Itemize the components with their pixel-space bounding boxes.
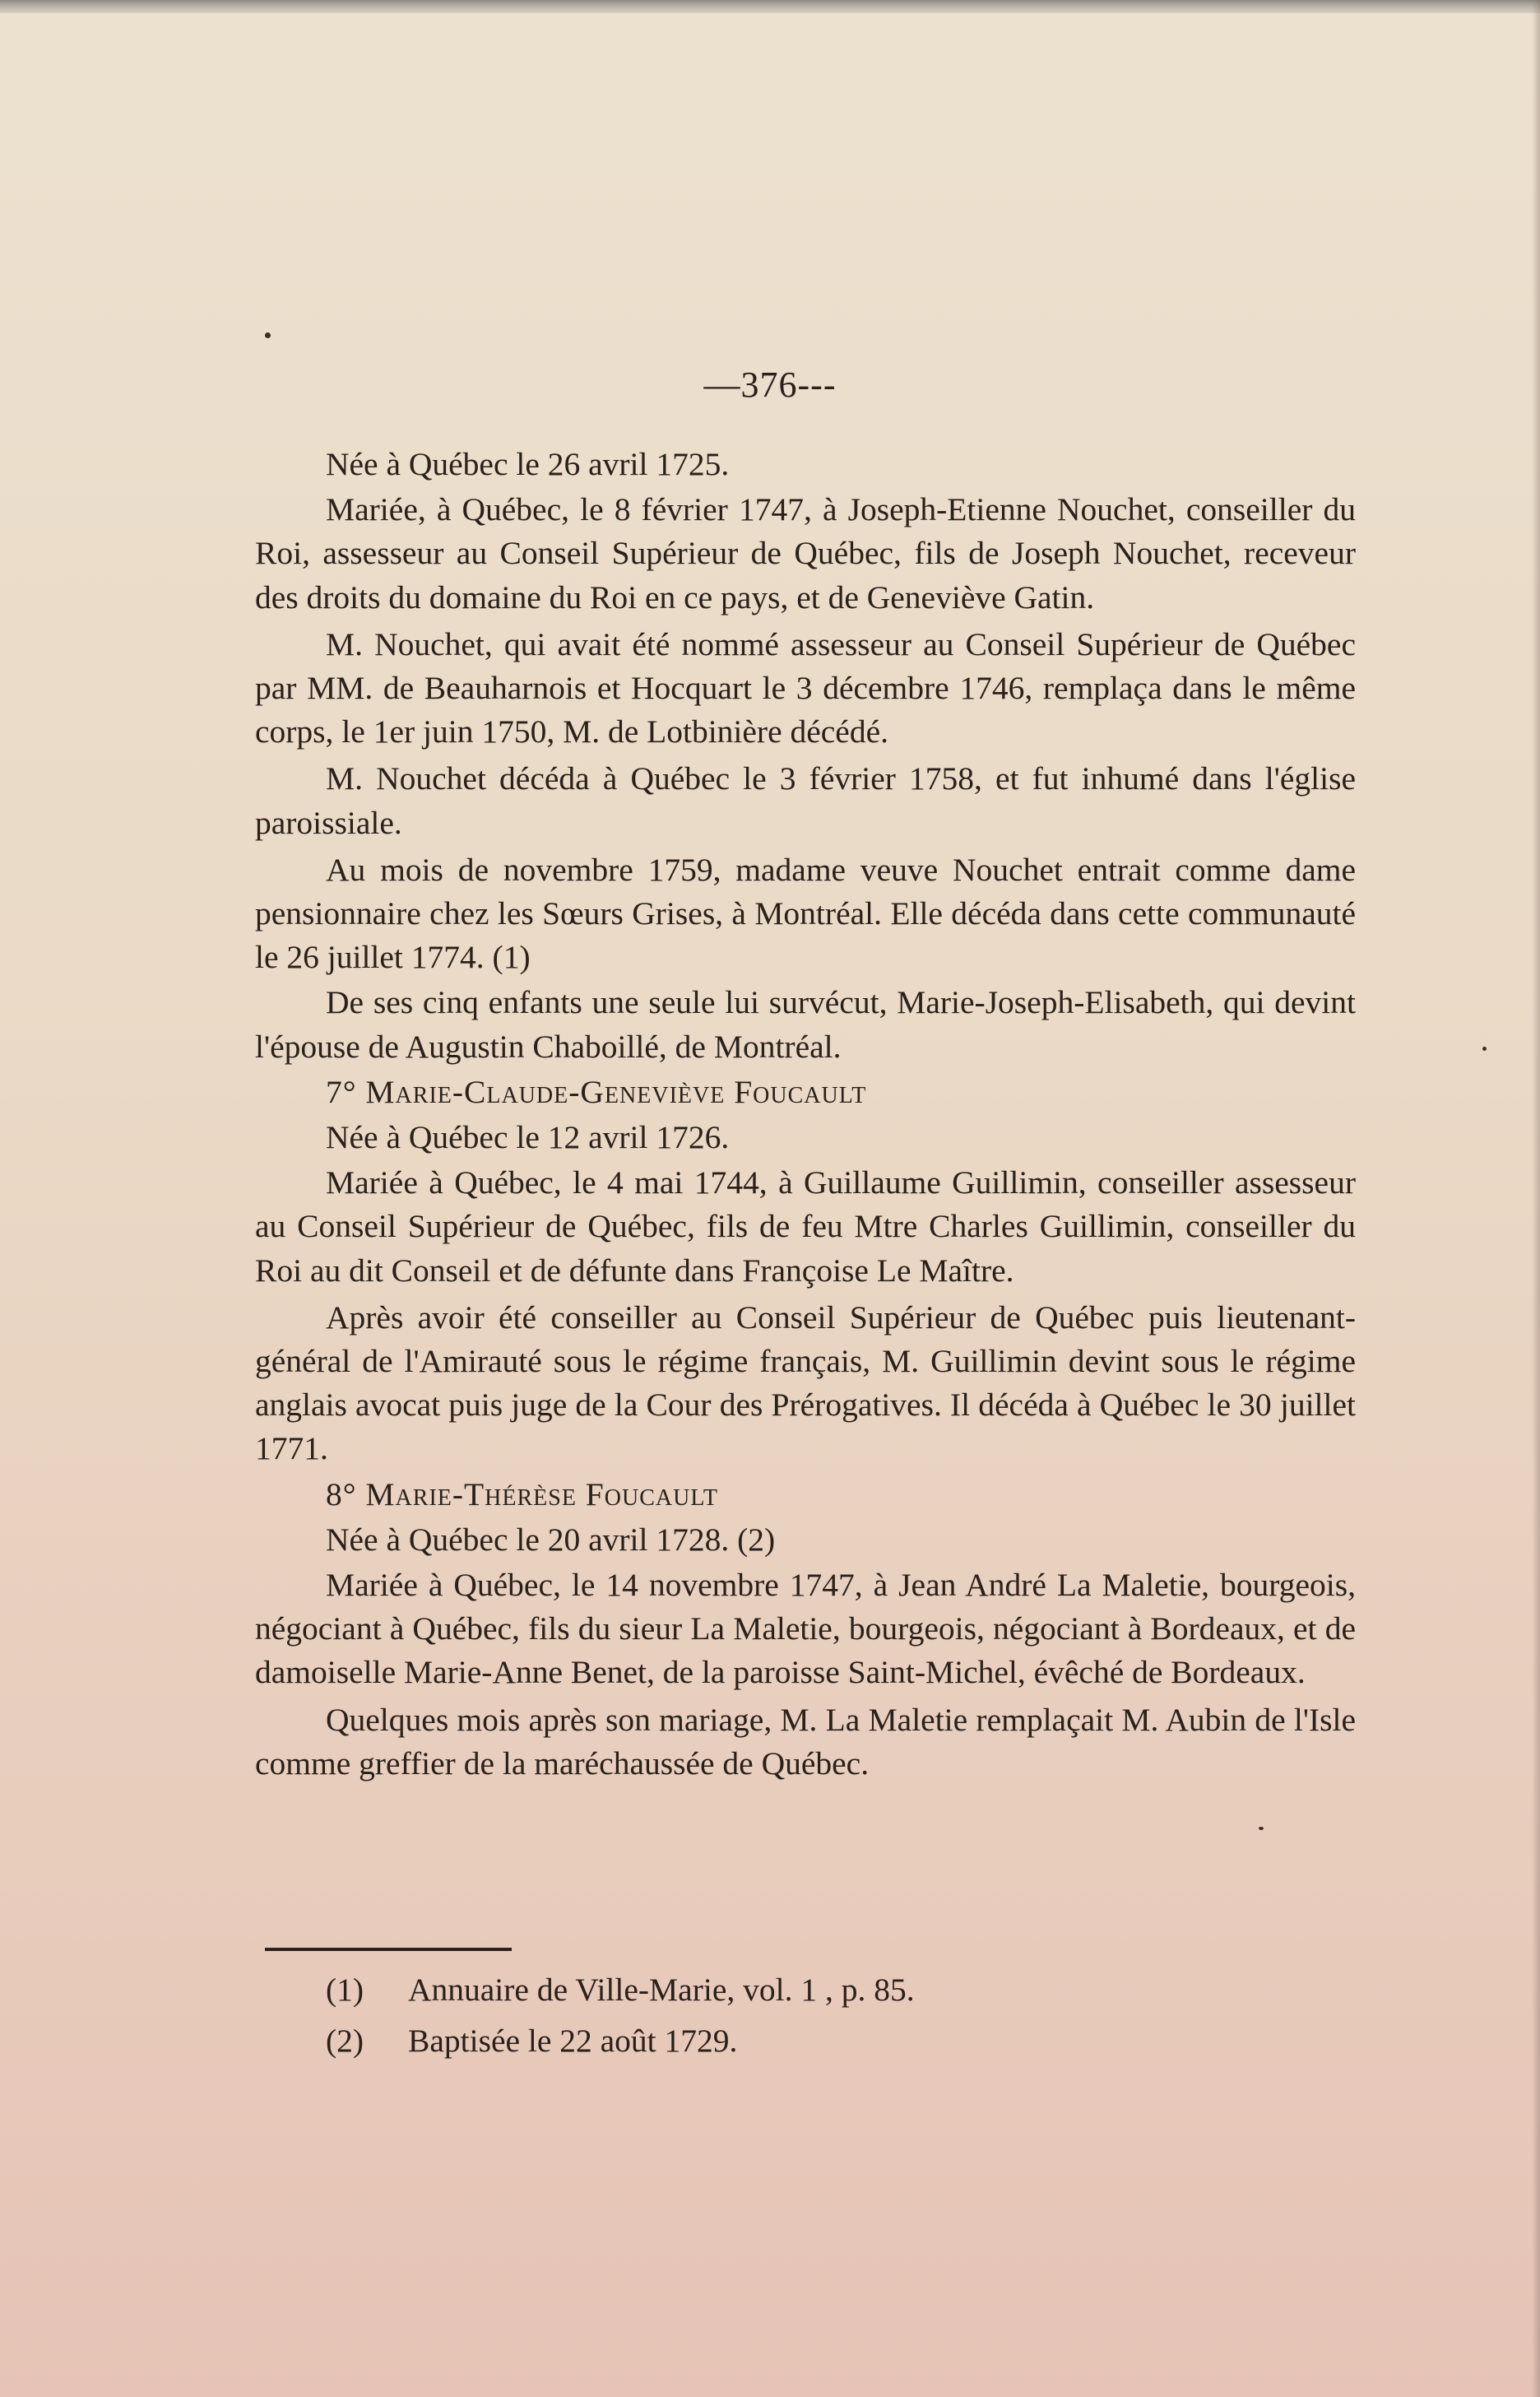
footnote-text: Annuaire de Ville-Marie, vol. 1 , p. 85. bbox=[408, 1972, 915, 2008]
paragraph-birth-1725: Née à Québec le 26 avril 1725. bbox=[326, 446, 730, 482]
footnote bbox=[326, 2015, 1354, 2066]
paragraph-nouchet-death: M. Nouchet décéda à Québec le 3 février 1758, et fut inhumé dans l'église paroissiale. bbox=[255, 760, 1356, 841]
paragraph-birth-1726: Née à Québec le 12 avril 1726. bbox=[326, 1119, 730, 1156]
paragraph-marriage-la-maletie: Mariée à Québec, le 14 novembre 1747, à Jean André La Maletie, bourgeois, négociant à Québec, fils du sieur La Maletie, bourgeois, négociant à Bordeaux, et de damoiselle Marie-Anne Benet, de la paroisse Saint-Michel, évêché de Bordeaux. bbox=[255, 1567, 1356, 1691]
section-heading-7: 7° Marie-Claude-Geneviève Foucault bbox=[326, 1073, 867, 1110]
paragraph-widow-grey-nuns: Au mois de novembre 1759, madame veuve Nouchet entrait comme dame pensionnaire chez les Sœurs Grises, à Montréal. Elle décéda dans cette communauté le 26 juillet 1774. (1) bbox=[255, 851, 1356, 976]
paragraph-marriage-nouchet: Mariée, à Québec, le 8 février 1747, à Joseph-Etienne Nouchet, conseiller du Roi, assesseur au Conseil Supérieur de Québec, fils de Joseph Nouchet, receveur des droits du domaine du Roi en ce pays, et de Geneviève Gatin. bbox=[255, 491, 1356, 616]
footnote-mark: (2) bbox=[326, 2023, 364, 2059]
footnotes bbox=[326, 1964, 1354, 2066]
page-number: —376--- bbox=[703, 365, 837, 405]
paragraph-la-maletie-greffier: Quelques mois après son mariage, M. La Maletie remplaçait M. Aubin de l'Isle comme greffier de la maréchaussée de Québec. bbox=[255, 1701, 1356, 1781]
footnote-divider bbox=[265, 1948, 512, 1951]
ink-speck bbox=[1259, 1827, 1264, 1830]
ink-speck bbox=[265, 332, 271, 338]
paragraph-guillimin-career: Après avoir été conseiller au Conseil Supérieur de Québec puis lieutenant-général de l'Amirauté sous le régime français, M. Guillimin devint sous le régime anglais avocat puis juge de la Cour des Prérogatives. Il décéda à Québec le 30 juillet 1771. bbox=[255, 1298, 1356, 1467]
paragraph-surviving-child: De ses cinq enfants une seule lui survécut, Marie-Joseph-Elisabeth, qui devint l'épouse de Augustin Chaboillé, de Montréal. bbox=[255, 984, 1356, 1065]
page-top-edge bbox=[0, 0, 1540, 13]
ink-speck bbox=[1482, 1047, 1487, 1051]
paragraph-nouchet-appointment: M. Nouchet, qui avait été nommé assesseur au Conseil Supérieur de Québec par MM. de Beauharnois et Hocquart le 3 décembre 1746, remplaça dans le même corps, le 1er juin 1750, M. de Lotbinière décédé. bbox=[255, 625, 1356, 750]
page-right-edge bbox=[1532, 0, 1540, 2397]
paragraph-marriage-guillimin: Mariée à Québec, le 4 mai 1744, à Guillaume Guillimin, conseiller assesseur au Conseil Supérieur de Québec, fils de feu Mtre Charles Guillimin, conseiller du Roi au dit Conseil et de défunte dans Françoise Le Maître. bbox=[255, 1164, 1356, 1289]
paragraph-birth-1728: Née à Québec le 20 avril 1728. (2) bbox=[326, 1521, 776, 1558]
section-heading-8: 8° Marie-Thérèse Foucault bbox=[326, 1475, 718, 1512]
body-text bbox=[255, 443, 1356, 1787]
footnote-mark: (1) bbox=[326, 1972, 364, 2008]
footnote bbox=[326, 1964, 1354, 2015]
footnote-text: Baptisée le 22 août 1729. bbox=[408, 2023, 738, 2059]
